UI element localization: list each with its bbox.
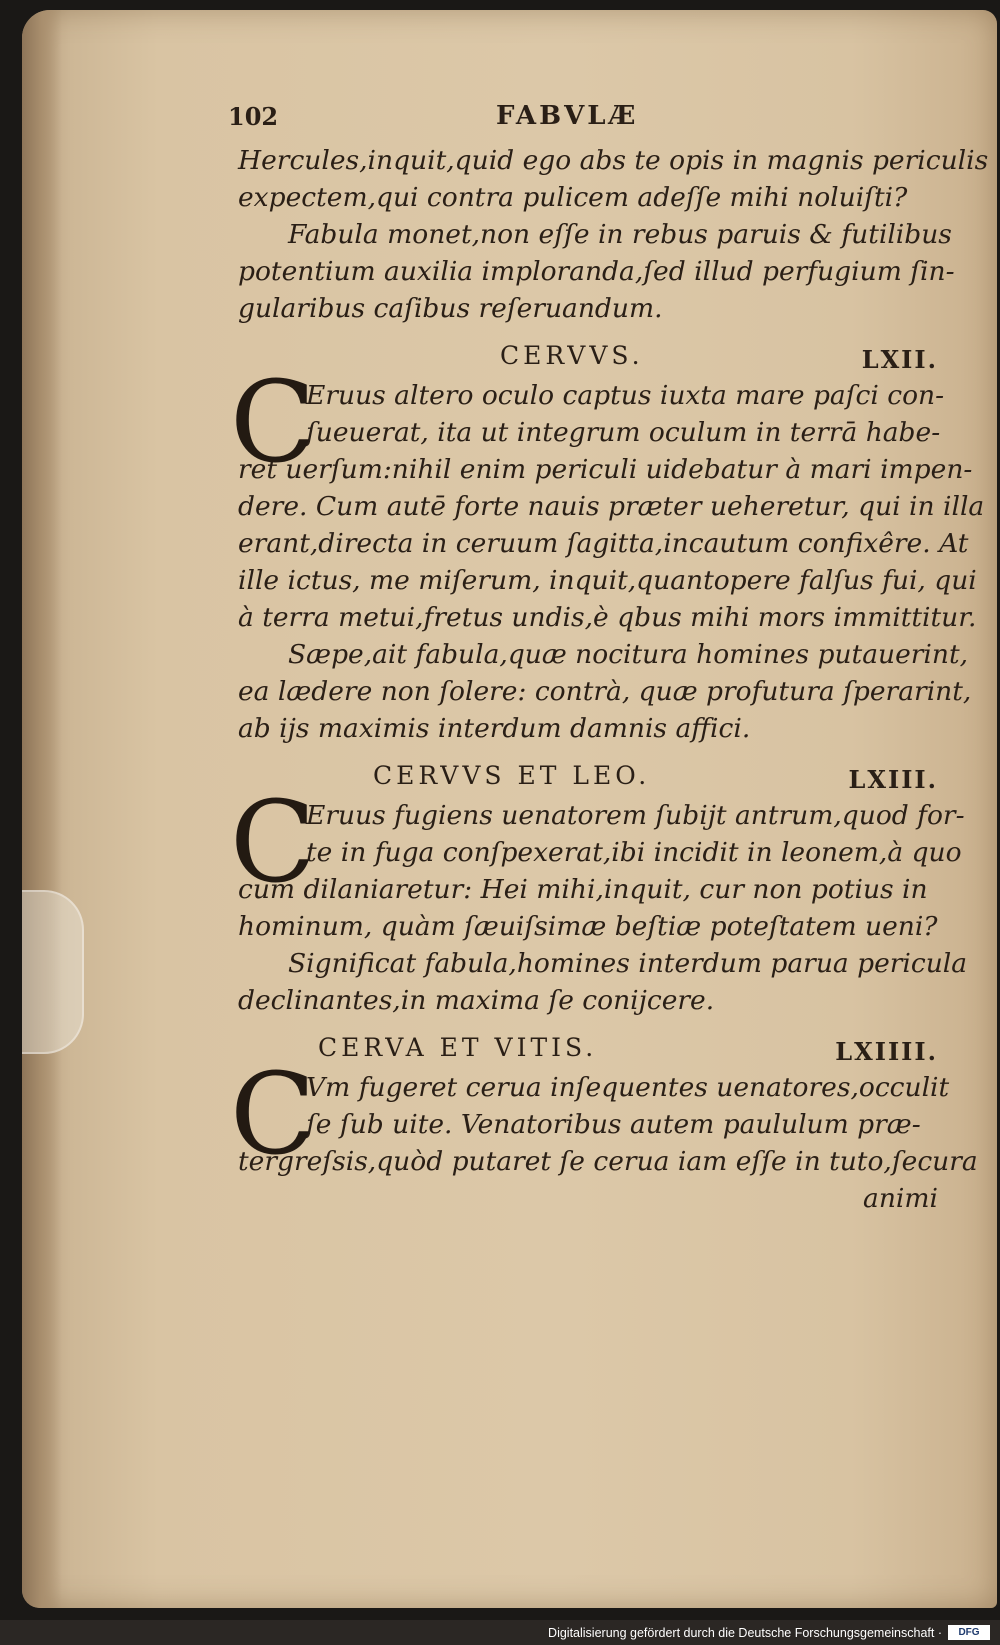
fable-number: LXII. [861,345,938,374]
fable-title: CERVVS. [500,341,644,370]
text-line: à terra metui,fretus undis,è qbus mihi mors immittitur. [238,602,977,633]
text-line: Eruus fugiens uenatorem ſubijt antrum,quod for- [306,800,965,831]
text-line: erant,directa in ceruum ſagitta,incautum confixêre. At [238,528,969,559]
fable-number: LXIII. [848,765,938,794]
dfg-logo: DFG [948,1625,990,1640]
text-line: expectem,qui contra pulicem adeſſe mihi noluiſti? [238,182,908,213]
text-line: Vm fugeret cerua inſequentes uenatores,occulit [306,1072,950,1103]
footer-bar [0,1620,1000,1645]
fable-heading [238,333,938,377]
page-text [228,98,989,1217]
fable-title: CERVVS ET LEO. [373,761,651,790]
footer-credit: Digitalisierung gefördert durch die Deutsche Forschungsgemeinschaft · [548,1626,942,1640]
text-line: dere. Cum autē forte nauis præter ueheretur, qui in illa [238,491,985,522]
moral-line: Fabula monet,non eſſe in rebus paruis & futilibus [288,219,952,250]
moral-line: declinantes,in maxima ſe conijcere. [238,985,715,1016]
intro-block [238,142,989,327]
moral-line: ab ijs maximis interdum damnis affici. [238,713,751,744]
text-line: te in fuga conſpexerat,ibi incidit in leonem,à quo [306,837,962,868]
moral-line: ea lædere non ſolere: contrà, quæ profutura ſperarint, [238,676,972,707]
moral-line: potentium auxilia imploranda,ſed illud perfugium ſin- [238,256,955,287]
text-line: ret uerſum:nihil enim periculi uidebatur à mari impen- [238,454,973,485]
fable-title: CERVA ET VITIS. [318,1033,598,1062]
text-line: tergreſsis,quòd putaret ſe cerua iam eſſe in tuto,ſecura [238,1146,978,1177]
page-number: 102 [228,102,279,131]
text-line: Eruus altero oculo captus iuxta mare paſci con- [306,380,945,411]
drop-initial: C [230,1050,316,1180]
text-line: hominum, quàm ſæuiſsimæ beſtiæ poteſtatem ueni? [238,911,938,942]
catchword: animi [863,1183,938,1214]
text-line: ille ictus, me miſerum, inquit,quantopere falſus fui, qui [238,565,977,596]
moral-line: Sæpe,ait fabula,quæ nocitura homines putauerint, [288,639,969,670]
page-clip [22,890,84,1054]
drop-initial: C [230,358,316,488]
moral-line: gularibus caſibus reſeruandum. [238,293,663,324]
text-line: Hercules,inquit,quid ego abs te opis in magnis periculis [238,145,989,176]
fable-heading [238,753,938,797]
text-line: ſueuerat, ita ut integrum oculum in terrā habe- [306,417,941,448]
running-title: FABVLÆ [496,101,639,131]
text-line: cum dilaniaretur: Hei mihi,inquit, cur non potius in [238,874,928,905]
fable-heading [238,1025,938,1069]
fable-number: LXIIII. [835,1037,938,1066]
drop-initial: C [230,778,316,908]
moral-line: Significat fabula,homines interdum parua pericula [288,948,968,979]
page-gutter [22,10,62,1608]
text-line: ſe ſub uite. Venatoribus autem paululum præ- [306,1109,921,1140]
running-head [228,98,938,142]
